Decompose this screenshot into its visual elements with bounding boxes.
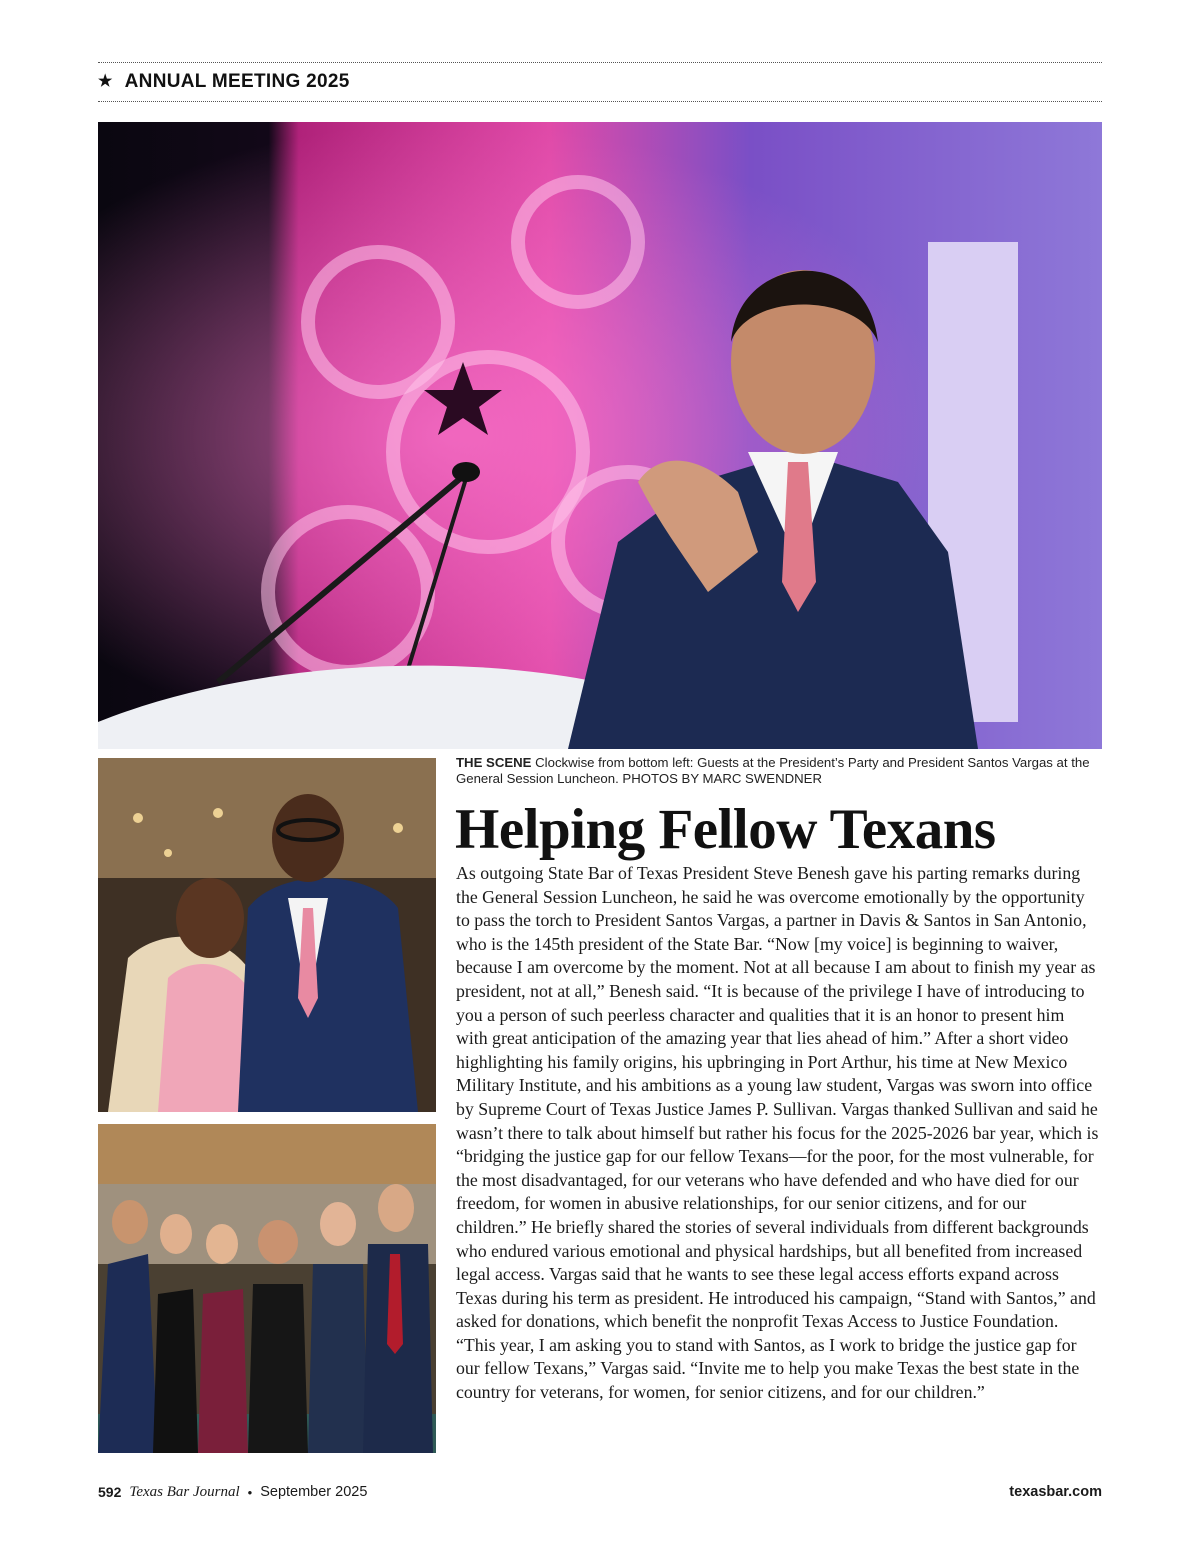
- header-bottom-rule: [98, 101, 1102, 102]
- footer-left: [98, 1484, 367, 1501]
- photo-party-guests-couple: [98, 758, 436, 1112]
- caption-text: Clockwise from bottom left: Guests at the President’s Party and President Santos Vargas at the General Session Luncheon. PHOTOS BY MARC SWENDNER: [456, 755, 1090, 786]
- page-footer: [98, 1480, 1102, 1504]
- photo-caption: [456, 755, 1096, 787]
- article-body: As outgoing State Bar of Texas President Steve Benesh gave his parting remarks during the General Session Luncheon, he said he was overcome emotionally by the opportunity to pass the torch to President Santos Vargas, a partner in Davis & Santos in San Antonio, who is the 145th president of the State Bar. “Now [my voice] is beginning to waiver, because I am overcome by the moment. Not at all because I am about to finish my year as president, not at all,” Benesh said. “It is because of the privilege I have of introducing to you a person of such peerless character and qualities that it is an honor to present him with great anticipation of the amazing year that lies ahead of him.” After a short video highlighting his family origins, his upbringing in Port Arthur, his time at New Mexico Military Institute, and his ambitions as a young law student, Vargas was sworn into office by Supreme Court of Texas Justice James P. Sullivan. Vargas thanked Sullivan and said he wasn’t there to talk about himself but rather his focus for the 2025-2026 bar year, which is “bridging the justice gap for our fellow Texans—for the poor, for the most vulnerable, for the most disadvantaged, for our veterans who have defended and who have died for our freedom, for women in abusive relationships, for our senior citizens, and for our children.” He briefly shared the stories of several individuals from different backgrounds who endured various emotional and physical hardships, but all benefited from increased legal access. Vargas said that he wants to see these legal access efforts expand across Texas during his term as president. He introduced his campaign, “Stand with Santos,” and asked for donations, which benefit the nonprofit Texas Access to Justice Foundation. “This year, I am asking you to stand with Santos, as I work to bridge the justice gap for our fellow Texans,” Vargas said. “Invite me to help you make Texas the best state in the country for veterans, for women, for senior citizens, and for our children.”: [456, 863, 1099, 1403]
- photo-party-guests-group: [98, 1124, 436, 1453]
- article-headline: Helping Fellow Texans: [455, 798, 996, 861]
- footer-bullet: •: [247, 1484, 253, 1500]
- page-number: 592: [98, 1484, 122, 1500]
- star-icon: ★: [98, 73, 113, 90]
- issue-date: September 2025: [260, 1484, 368, 1500]
- journal-title: Texas Bar Journal: [129, 1483, 240, 1500]
- header-top-rule: [98, 62, 1102, 63]
- hero-photo-president-speaking: [98, 122, 1102, 749]
- caption-lead: THE SCENE: [456, 755, 532, 770]
- section-header: [98, 68, 350, 96]
- section-title: ANNUAL MEETING 2025: [124, 71, 350, 92]
- website-link[interactable]: texasbar.com: [1009, 1484, 1102, 1500]
